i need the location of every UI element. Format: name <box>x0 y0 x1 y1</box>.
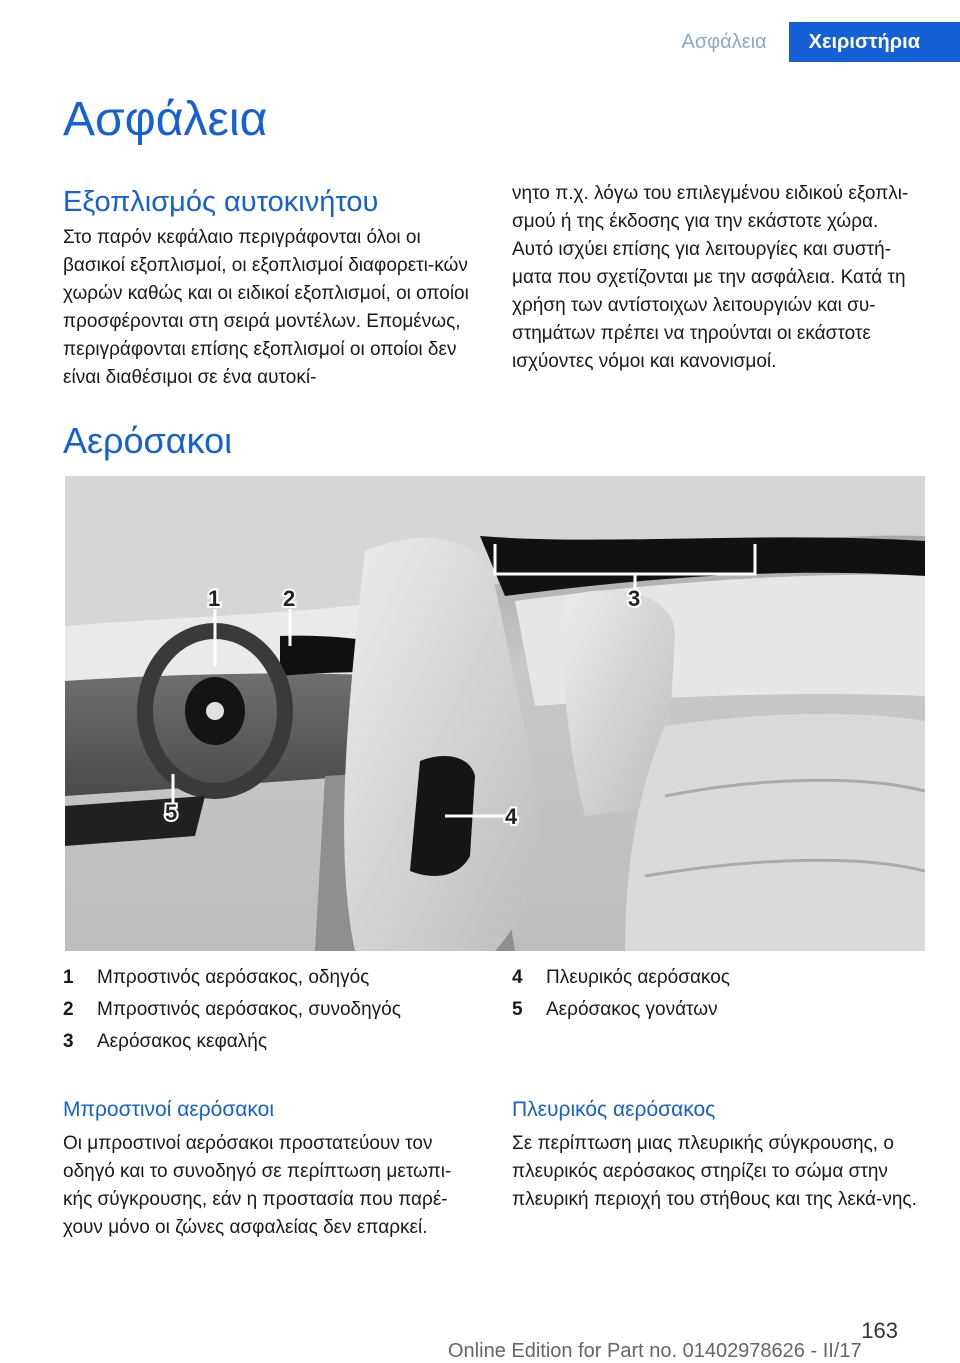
front-airbags-text: Οι μπροστινοί αερόσακοι προστατεύουν τον οδηγό και το συνοδηγό σε περίπτωση μετωπι‐κής σύγκρουσης, εάν η προστασία που παρέ‐χουν μόνο οι ζώνες ασφαλείας δεν επαρκεί. <box>63 1133 452 1238</box>
legend-text: Μπροστινός αερόσακος, συνοδηγός <box>97 999 401 1020</box>
page-title: Ασφάλεια <box>63 93 268 146</box>
side-airbag-text: Σε περίπτωση μιας πλευρικής σύγκρουσης, ο πλευρικός αερόσακος στηρίζει το σώμα στην πλευρική περιοχή του στήθους και της λεκά‐νης. <box>512 1133 917 1210</box>
legend-right <box>512 962 922 1026</box>
legend-text: Πλευρικός αερόσακος <box>546 967 730 988</box>
chapter-tabs <box>659 22 960 62</box>
legend-item <box>63 994 483 1026</box>
legend-item <box>63 1026 483 1058</box>
legend-number: 1 <box>63 967 74 988</box>
legend-number: 3 <box>63 1031 74 1052</box>
tab-safety[interactable]: Ασφάλεια <box>681 31 767 53</box>
callout-3: 3 <box>628 586 641 611</box>
legend-number: 5 <box>512 999 523 1020</box>
intro-text-left: Στο παρόν κεφάλαιο περιγράφονται όλοι οι βασικοί εξοπλισμοί, οι εξοπλισμοί διαφορετι‐κών χωρών καθώς και οι ειδικοί εξοπλισμοί, οι οποίοι προσφέρονται στη σειρά μοντέλων. Επομένως, περιγράφονται επίσης εξοπλισμοί οι οποίοι δεν είναι διαθέσιμοι σε ένα αυτοκί‐ <box>63 227 469 388</box>
legend-number: 4 <box>512 967 523 988</box>
legend-item <box>512 994 922 1026</box>
legend-text: Αερόσακος κεφαλής <box>97 1031 267 1052</box>
side-airbag-title: Πλευρικός αερόσακος <box>512 1098 716 1121</box>
legend-item <box>512 962 922 994</box>
legend-text: Μπροστινός αερόσακος, οδηγός <box>97 967 370 988</box>
legend-text: Αερόσακος γονάτων <box>546 999 718 1020</box>
tab-controls[interactable]: Χειριστήρια <box>789 22 960 62</box>
page-number: 163 <box>861 1318 898 1343</box>
section-title: Εξοπλισμός αυτοκινήτου <box>63 186 379 218</box>
legend-number: 2 <box>63 999 74 1020</box>
airbags-title: Αερόσακοι <box>63 420 233 461</box>
front-airbags-title: Μπροστινοί αερόσακοι <box>63 1098 275 1121</box>
callout-1: 1 <box>208 586 221 611</box>
airbag-illustration <box>65 476 925 951</box>
legend-item <box>63 962 483 994</box>
callout-4: 4 <box>505 804 518 829</box>
callout-2: 2 <box>283 586 296 611</box>
callout-5: 5 <box>165 800 178 825</box>
footer-edition: Online Edition for Part no. 01402978626 - II/17 <box>448 1340 862 1362</box>
intro-text-right: νητο π.χ. λόγω του επιλεγμένου ειδικού εξοπλι‐σμού ή της έκδοσης για την εκάστοτε χώρα. Αυτό ισχύει επίσης για λειτουργίες και συστή‐ματα που σχετίζονται με την ασφάλεια. Κατά τη χρήση των αντίστοιχων λειτουργιών και συ‐στημάτων πρέπει να τηρούνται οι εκάστοτε ισχύοντες νόμοι και κανονισμοί. <box>512 183 909 372</box>
legend-left <box>63 962 483 1058</box>
